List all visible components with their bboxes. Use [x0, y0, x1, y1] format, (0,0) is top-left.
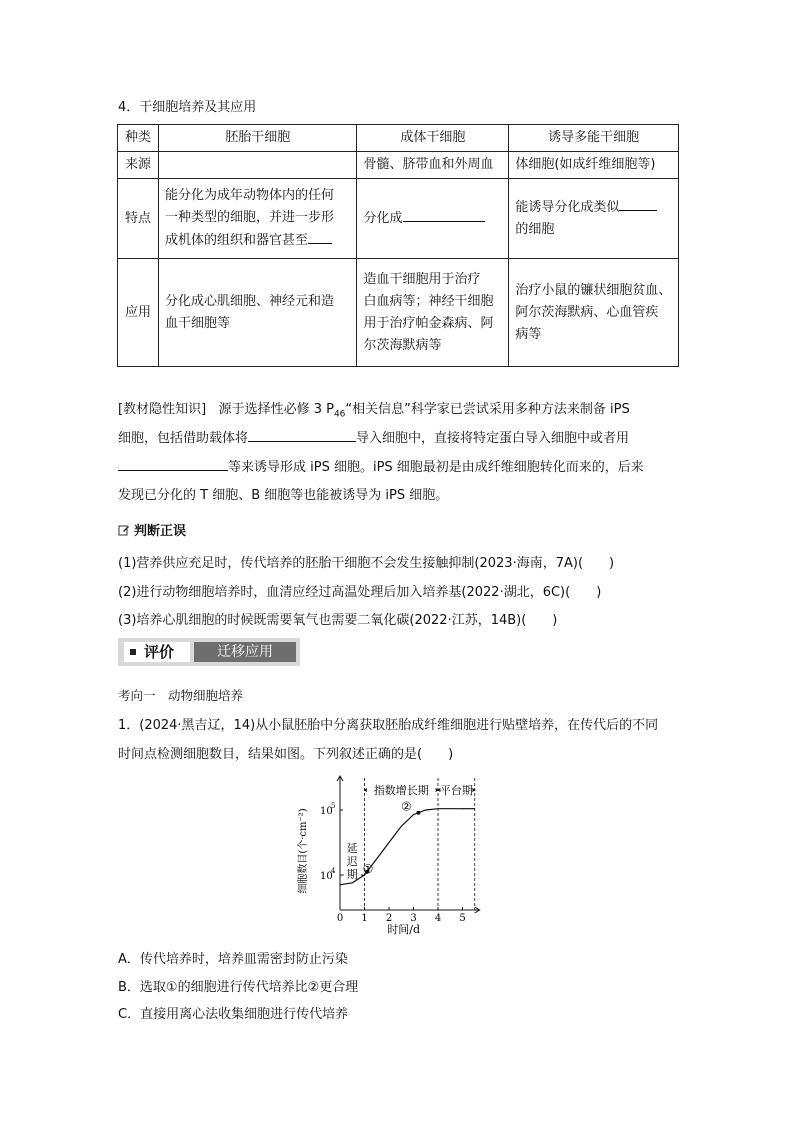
features-ips: 能诱导分化成类似 的细胞	[509, 179, 679, 259]
phase-label-lag-char: 延	[346, 842, 358, 855]
row-application-label: 应用	[118, 259, 159, 367]
edit-icon	[118, 524, 130, 536]
x-axis-label: 时间/d	[387, 923, 421, 936]
application-ips: 治疗小鼠的镰状细胞贫血、 阿尔茨海默病、心血管疾 病等	[509, 259, 679, 367]
judge-item: (1)营养供应充足时，传代培养的胚胎干细胞不会发生接触抑制(2023·海南，7A)( )	[118, 556, 615, 571]
marker-point	[416, 811, 420, 815]
blank-ips-similar	[619, 196, 657, 211]
header-embryonic: 胚胎干细胞	[158, 125, 357, 152]
blank-vector	[248, 427, 356, 442]
row-features-label: 特点	[118, 179, 159, 259]
features-adult: 分化成	[357, 179, 509, 259]
y-tick-exponent: 4	[331, 867, 336, 875]
y-tick-label: 10	[320, 871, 333, 882]
judge-item: (2)进行动物细胞培养时，血清应经过高温处理后加入培养基(2022·湖北，6C)( )	[118, 585, 602, 600]
marker-label: ②	[401, 799, 412, 814]
source-adult: 骨髓、脐带血和外周血	[357, 152, 509, 179]
stem-cell-table	[117, 124, 679, 367]
growth-curve-chart	[288, 770, 508, 945]
banner-evaluation: 评价	[124, 642, 190, 662]
x-tick-label: 4	[434, 913, 442, 924]
section-title: 4．干细胞培养及其应用	[118, 100, 257, 115]
x-tick-label: 2	[385, 913, 393, 924]
hidden-knowledge-line3: 等来诱导形成 iPS 细胞。iPS 细胞最初是由成纤维细胞转化而来的，后来	[118, 456, 644, 475]
y-tick-label: 10	[320, 806, 333, 817]
header-type: 种类	[118, 125, 159, 152]
source-embryonic	[158, 152, 357, 179]
application-embryonic: 分化成心肌细胞、神经元和造 血干细胞等	[158, 259, 357, 367]
option-a: A．传代培养时，培养皿需密封防止污染	[118, 952, 348, 967]
x-tick-label: 0	[336, 913, 344, 924]
question-line2: 时间点检测细胞数目，结果如图。下列叙述正确的是( )	[118, 747, 454, 762]
x-tick-label: 3	[410, 913, 417, 924]
phase-label-exponential: 指数增长期	[373, 784, 429, 797]
row-source-label: 来源	[118, 152, 159, 179]
hidden-knowledge-line1: [教材隐性知识] 源于选择性必修 3 $P_{46}“$相关信息”科学家已尝试采用多种方法来制备 iPS	[118, 402, 630, 420]
judge-item: (3)培养心肌细胞的时候既需要氧气也需要二氧化碳(2022·江苏，14B)( )	[118, 613, 558, 628]
phase-label-plateau: 平台期	[439, 784, 473, 797]
question-line1: 1．(2024·黑吉辽，14)从小鼠胚胎中分离获取胚胎成纤维细胞进行贴壁培养，在传代后的不同	[118, 718, 659, 733]
phase-label-lag-char: 期	[346, 868, 358, 881]
phase-label-lag-char: 迟	[346, 855, 358, 868]
blank-organism	[308, 229, 332, 244]
source-ips: 体细胞(如成纤维细胞等)	[509, 152, 679, 179]
judge-heading: 判断正误	[118, 520, 186, 539]
blank-adult-differentiation	[403, 207, 485, 222]
y-tick-exponent: 5	[331, 802, 336, 810]
blank-inducer	[118, 456, 228, 471]
x-tick-label: 1	[361, 913, 368, 924]
application-adult: 造血干细胞用于治疗 白血病等；神经干细胞 用于治疗帕金森病、阿 尔茨海默病等	[357, 259, 509, 367]
option-c: C．直接用离心法收集细胞进行传代培养	[118, 1007, 349, 1022]
features-embryonic: 能分化为成年动物体内的任何 一种类型的细胞，并进一步形 成机体的组织和器官甚至	[158, 179, 357, 259]
y-axis-label: 细胞数目(个·cm⁻²)	[298, 808, 309, 894]
header-ips: 诱导多能干细胞	[509, 125, 679, 152]
header-adult: 成体干细胞	[357, 125, 509, 152]
direction-title: 考向一 动物细胞培养	[118, 688, 244, 703]
option-b: B．选取①的细胞进行传代培养比②更合理	[118, 980, 359, 995]
x-tick-label: 5	[459, 913, 466, 924]
banner-transfer-application: 迁移应用	[194, 642, 296, 662]
hidden-knowledge-line4: 发现已分化的 T 细胞、B 细胞等也能被诱导为 iPS 细胞。	[118, 488, 449, 503]
marker-label: ①	[362, 861, 374, 876]
hidden-knowledge-line2: 细胞，包括借助载体将 导入细胞中，直接将特定蛋白导入细胞中或者用	[118, 427, 629, 446]
